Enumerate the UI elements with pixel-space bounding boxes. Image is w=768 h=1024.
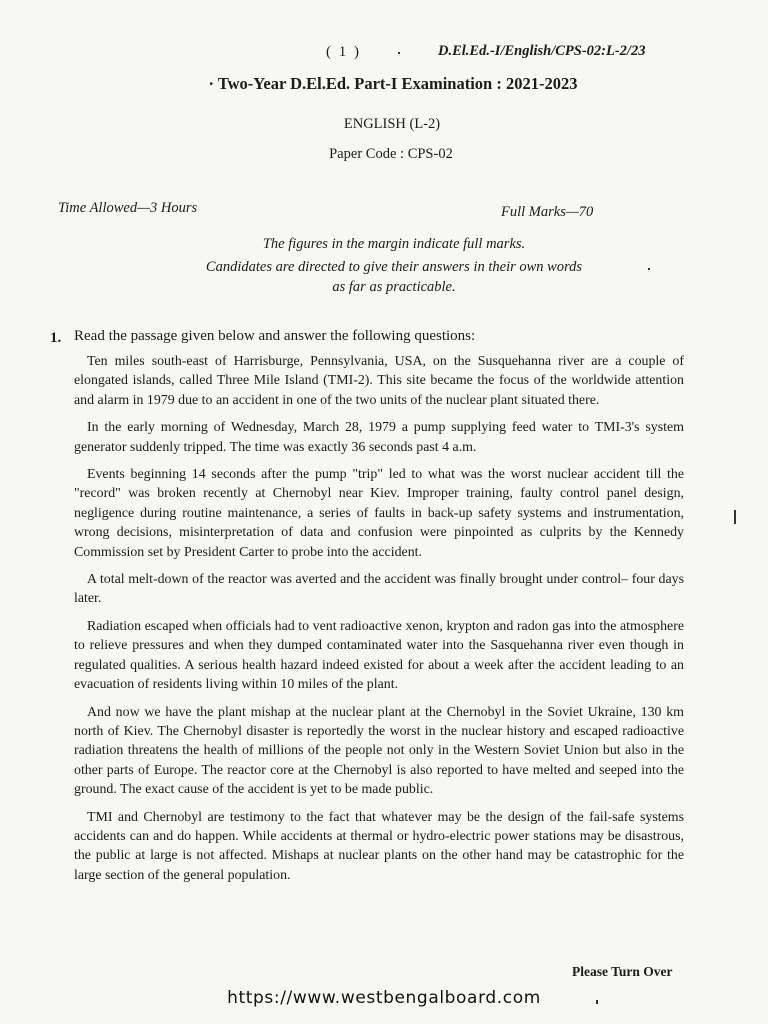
- instruction-line-2: Candidates are directed to give their answers in their own words: [205, 259, 583, 275]
- website-watermark: https://www.westbengalboard.com: [227, 988, 541, 1008]
- please-turn-over: Please Turn Over: [572, 964, 673, 979]
- full-marks: Full Marks—70: [501, 204, 594, 220]
- passage-paragraph: Ten miles south-east of Harrisburge, Pennsylvania, USA, on the Susquehanna river are a couple of elongated islands, called Three Mile Island (TMI-2). This site became the focus of the worldwide attention and alarm in 1979 due to an accident in one of the two units of the nuclear plant situated there.: [74, 354, 684, 408]
- scan-dot: [596, 1000, 598, 1004]
- scan-dot: [648, 268, 650, 270]
- instruction-line-3: as far as practicable.: [332, 279, 456, 295]
- passage: [74, 352, 684, 893]
- scan-dot: [398, 52, 400, 54]
- passage-paragraph: And now we have the plant mishap at the nuclear plant at the Chernobyl in the Soviet Ukraine, 130 km north of Kiev. The Chernobyl disaster is reportedly the worst in the nuclear history and escaped radioactive radiation threatens the health of millions of the people not only in the Western Soviet Union but also in the other parts of Europe. The reactor core at the Chernobyl is also reported to have melted and seeped into the ground. The exact cause of the accident is yet to be made public.: [74, 704, 684, 798]
- instruction-line-1: The figures in the margin indicate full marks.: [262, 236, 526, 252]
- passage-paragraph: Radiation escaped when officials had to vent radioactive xenon, krypton and radon gas into the atmosphere to relieve pressures and when they dumped contaminated water into the Sasquehanna river even though in regulated qualities. A serious health hazard indeed existed for about a week after the accident leading to an evacuation of residents living within 10 miles of the plant.: [74, 618, 684, 693]
- passage-paragraph: In the early morning of Wednesday, March 28, 1979 a pump supplying feed water to TMI-3's system generator suddenly tripped. The time was exactly 36 seconds past 4 a.m.: [74, 420, 684, 455]
- paper-code: Paper Code : CPS-02: [329, 146, 453, 162]
- paper-reference-code: D.El.Ed.-I/English/CPS-02:L-2/23: [438, 43, 646, 59]
- question-prompt: Read the passage given below and answer the following questions:: [74, 328, 476, 344]
- passage-paragraph: A total melt-down of the reactor was averted and the accident was finally brought under control– four days later.: [74, 572, 684, 607]
- subject-heading: ENGLISH (L-2): [343, 116, 441, 132]
- passage-paragraph: Events beginning 14 seconds after the pump "trip" led to what was the worst nuclear accident till the "record" was broken recently at Chernobyl near Kiev. Improper training, faulty control panel design, negligence during routine maintenance, a series of faults in back-up safety systems and instrumentation, wrong decisions, misinterpretation of data and confusion were pinpointed as culprits by the Kennedy Commission set by President Carter to probe into the accident.: [74, 467, 684, 560]
- page-number: ( 1 ): [326, 44, 361, 60]
- scan-mark: [734, 510, 736, 524]
- exam-title: · Two-Year D.El.Ed. Part-I Examination : 2021-2023: [208, 74, 578, 93]
- time-allowed: Time Allowed—3 Hours: [58, 200, 198, 216]
- passage-paragraph: TMI and Chernobyl are testimony to the fact that whatever may be the design of the fail-safe systems accidents can and do happen. While accidents at thermal or hydro-electric power stations may be disastrous, the public at large is not affected. Mishaps at nuclear plants on the other hand may be catastrophic for the large section of the general population.: [74, 809, 684, 883]
- question-number: 1.: [50, 330, 62, 346]
